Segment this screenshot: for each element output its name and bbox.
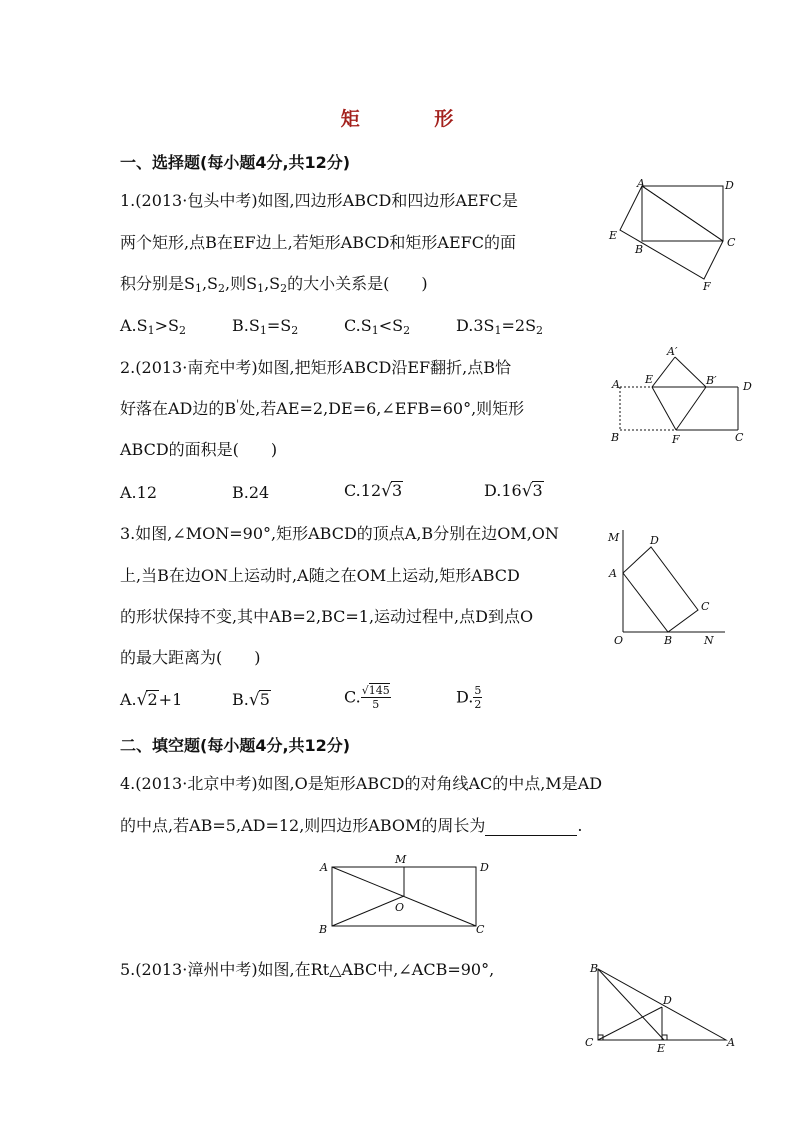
q3-option-a: A.√2+1 — [120, 690, 183, 710]
q5-segment-cd — [598, 1007, 662, 1040]
q3-text-line2: 上,当B在边ON上运动时,A随之在OM上运动,矩形ABCD — [120, 566, 520, 585]
q2-label-c: C — [735, 431, 744, 444]
q4-label-d: D — [480, 861, 489, 874]
q1-rect-aefc — [620, 186, 723, 279]
q1-option-d: $D.3S_1=2S_2$ — [456, 316, 544, 337]
q2-option-c: C.12√3 — [344, 481, 403, 501]
q1-label-f: F — [703, 280, 711, 293]
q2-label-e: E — [645, 373, 654, 386]
q5-label-e: E — [657, 1042, 666, 1055]
section-heading-choice: 一、选择题(每小题4分,共12分) — [120, 153, 351, 172]
q3-label-o: O — [614, 634, 624, 647]
q2-label-f: F — [672, 433, 680, 446]
q2-option-b: B.24 — [232, 483, 270, 502]
q3-text-line4: 的最大距离为( ) — [120, 648, 261, 667]
q3-label-m: M — [608, 531, 620, 544]
q4-segment-bo — [332, 896, 404, 926]
q3-option-b: B.√5 — [232, 690, 270, 710]
q3-label-n: N — [704, 634, 714, 647]
q1-label-e: E — [609, 229, 618, 242]
q2-text-line3: ABCD的面积是( ) — [120, 440, 278, 459]
q1-label-a: A — [637, 177, 645, 190]
q1-label-d: D — [725, 179, 734, 192]
q1-diagonal-ac — [642, 186, 723, 241]
q3-text-line1: 3.如图,∠MON=90°,矩形ABCD的顶点A,B分别在边OM,ON — [120, 524, 559, 543]
q4-label-a: A — [320, 861, 328, 874]
q3-rect-abcd — [623, 547, 698, 632]
q2-label-b-prime: B′ — [706, 374, 717, 387]
q2-option-d: D.16√3 — [484, 481, 543, 501]
q5-text-line1: 5.(2013·漳州中考)如图,在Rt△ABC中,∠ACB=90°, — [120, 960, 495, 979]
q5-segment-be — [598, 969, 664, 1040]
q4-text-line2: 的中点,若AB=5,AD=12,则四边形ABOM的周长为 . — [120, 816, 583, 835]
q1-label-c: C — [727, 236, 736, 249]
q3-label-a: A — [609, 567, 617, 580]
q5-label-d: D — [663, 994, 672, 1007]
q2-text-line2: 好落在AD边的B'处,若AE=2,DE=6,∠EFB=60°,则矩形 — [120, 397, 525, 418]
q4-text-line1: 4.(2013·北京中考)如图,O是矩形ABCD的对角线AC的中点,M是AD — [120, 774, 603, 793]
q2-text-line1: 2.(2013·南充中考)如图,把矩形ABCD沿EF翻折,点B恰 — [120, 358, 511, 377]
q3-text-line3: 的形状保持不变,其中AB=2,BC=1,运动过程中,点D到点O — [120, 607, 534, 626]
q2-label-a-prime: A′ — [667, 345, 678, 358]
q5-label-a: A — [727, 1036, 735, 1049]
q3-label-b: B — [664, 634, 673, 647]
q1-text-line2: 两个矩形,点B在EF边上,若矩形ABCD和矩形AEFC的面 — [120, 233, 516, 252]
q1-option-a: $A.S_1>S_2$ — [120, 316, 186, 337]
q3-label-c: C — [701, 600, 710, 613]
page-title: 矩 形 — [340, 108, 488, 130]
q3-option-c: C. $\frac{√145}{5}$ — [344, 684, 390, 711]
q1-text-line1: 1.(2013·包头中考)如图,四边形ABCD和四边形AEFC是 — [120, 191, 518, 210]
q2-figure — [605, 343, 755, 447]
q4-figure — [312, 850, 498, 938]
q3-label-d: D — [650, 534, 659, 547]
q2-label-a: A — [612, 378, 620, 391]
section-heading-fill: 二、填空题(每小题4分,共12分) — [120, 736, 351, 755]
q2-label-d: D — [743, 380, 752, 393]
q2-label-b: B — [611, 431, 620, 444]
q1-label-b: B — [635, 243, 644, 256]
q4-label-b: B — [319, 923, 328, 936]
q1-figure — [600, 176, 750, 296]
q3-option-d: D. $\frac{5}{2}$ — [456, 684, 482, 711]
q5-label-b: B — [590, 962, 599, 975]
q3-figure — [603, 522, 733, 648]
q1-option-c: $C.S_1<S_2$ — [344, 316, 411, 337]
q4-label-o: O — [395, 901, 405, 914]
q2-option-a: A.12 — [120, 483, 157, 502]
q1-option-b: $B.S_1=S_2$ — [232, 316, 299, 337]
q4-answer-blank[interactable] — [485, 818, 577, 836]
q4-label-c: C — [476, 923, 485, 936]
q4-label-m: M — [395, 853, 407, 866]
q5-label-c: C — [585, 1036, 594, 1049]
q1-text-line3: 积分别是$S_1,S_2$,则$S_1,S_2$的大小关系是( ) — [120, 274, 428, 295]
q5-figure — [582, 958, 742, 1058]
